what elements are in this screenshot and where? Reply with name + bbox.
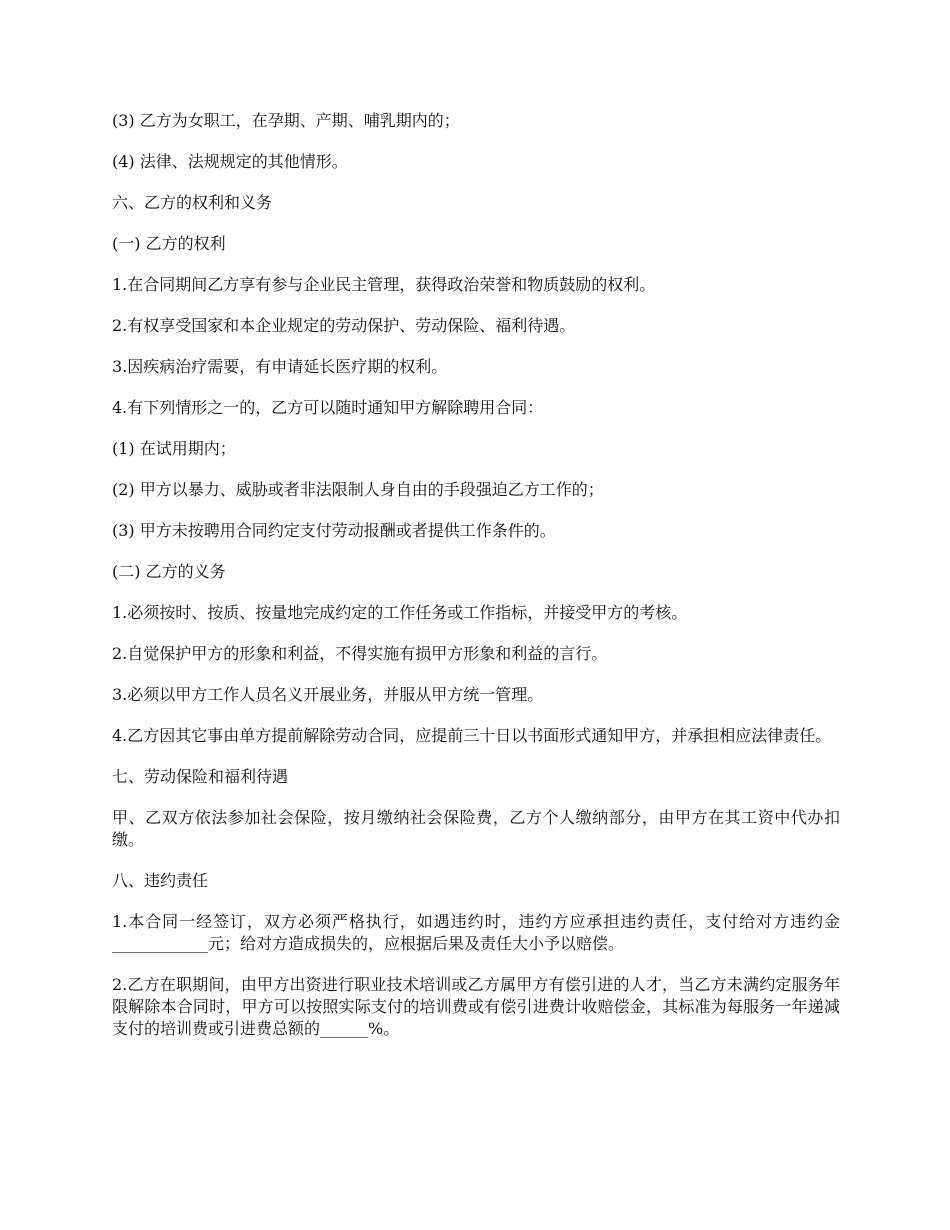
liability-item-1: 1.本合同一经签订，双方必须严格执行，如遇违约时，违约方应承担违约责任，支付给对方违约金____________元；给对方造成损失的，应根据后果及责任大小予以赔偿。	[112, 912, 840, 953]
subsection-heading-obligations: (二) 乙方的义务	[112, 562, 226, 581]
clause-pregnancy: (3) 乙方为女职工，在孕期、产期、哺乳期内的；	[112, 111, 460, 130]
obligation-item-3: 3.必须以甲方工作人员名义开展业务，并服从甲方统一管理。	[112, 685, 544, 704]
right-item-1: 1.在合同期间乙方享有参与企业民主管理，获得政治荣誉和物质鼓励的权利。	[112, 275, 656, 294]
insurance-paragraph: 甲、乙双方依法参加社会保险，按月缴纳社会保险费，乙方个人缴纳部分，由甲方在其工资中代办扣缴。	[112, 808, 840, 849]
right-item-2: 2.有权享受国家和本企业规定的劳动保护、劳动保险、福利待遇。	[112, 316, 576, 335]
document-page	[112, 110, 840, 1040]
liability-item-2: 2.乙方在职期间，由甲方出资进行职业技术培训或乙方属甲方有偿引进的人才，当乙方未满约定服务年限解除本合同时，甲方可以按照实际支付的培训费或有偿引进费计收赔偿金，其标准为每服务一年递减支付的培训费或引进费总额的______%。	[112, 975, 840, 1038]
section-heading-insurance-welfare: 七、劳动保险和福利待遇	[112, 767, 289, 786]
termination-case-3: (3) 甲方未按聘用合同约定支付劳动报酬或者提供工作条件的。	[112, 521, 556, 540]
right-item-3: 3.因疾病治疗需要，有申请延长医疗期的权利。	[112, 357, 448, 376]
section-heading-liability: 八、违约责任	[112, 871, 209, 890]
subsection-heading-rights: (一) 乙方的权利	[112, 234, 226, 253]
termination-case-1: (1) 在试用期内；	[112, 439, 236, 458]
termination-case-2: (2) 甲方以暴力、威胁或者非法限制人身自由的手段强迫乙方工作的；	[112, 480, 604, 499]
obligation-item-4: 4.乙方因其它事由单方提前解除劳动合同，应提前三十日以书面形式通知甲方，并承担相应法律责任。	[112, 726, 832, 745]
clause-other-legal-situations: (4) 法律、法规规定的其他情形。	[112, 152, 348, 171]
obligation-item-1: 1.必须按时、按质、按量地完成约定的工作任务或工作指标，并接受甲方的考核。	[112, 603, 688, 622]
right-item-4: 4.有下列情形之一的，乙方可以随时通知甲方解除聘用合同：	[112, 398, 544, 417]
obligation-item-2: 2.自觉保护甲方的形象和利益，不得实施有损甲方形象和利益的言行。	[112, 644, 608, 663]
section-heading-rights-obligations: 六、乙方的权利和义务	[112, 193, 273, 212]
